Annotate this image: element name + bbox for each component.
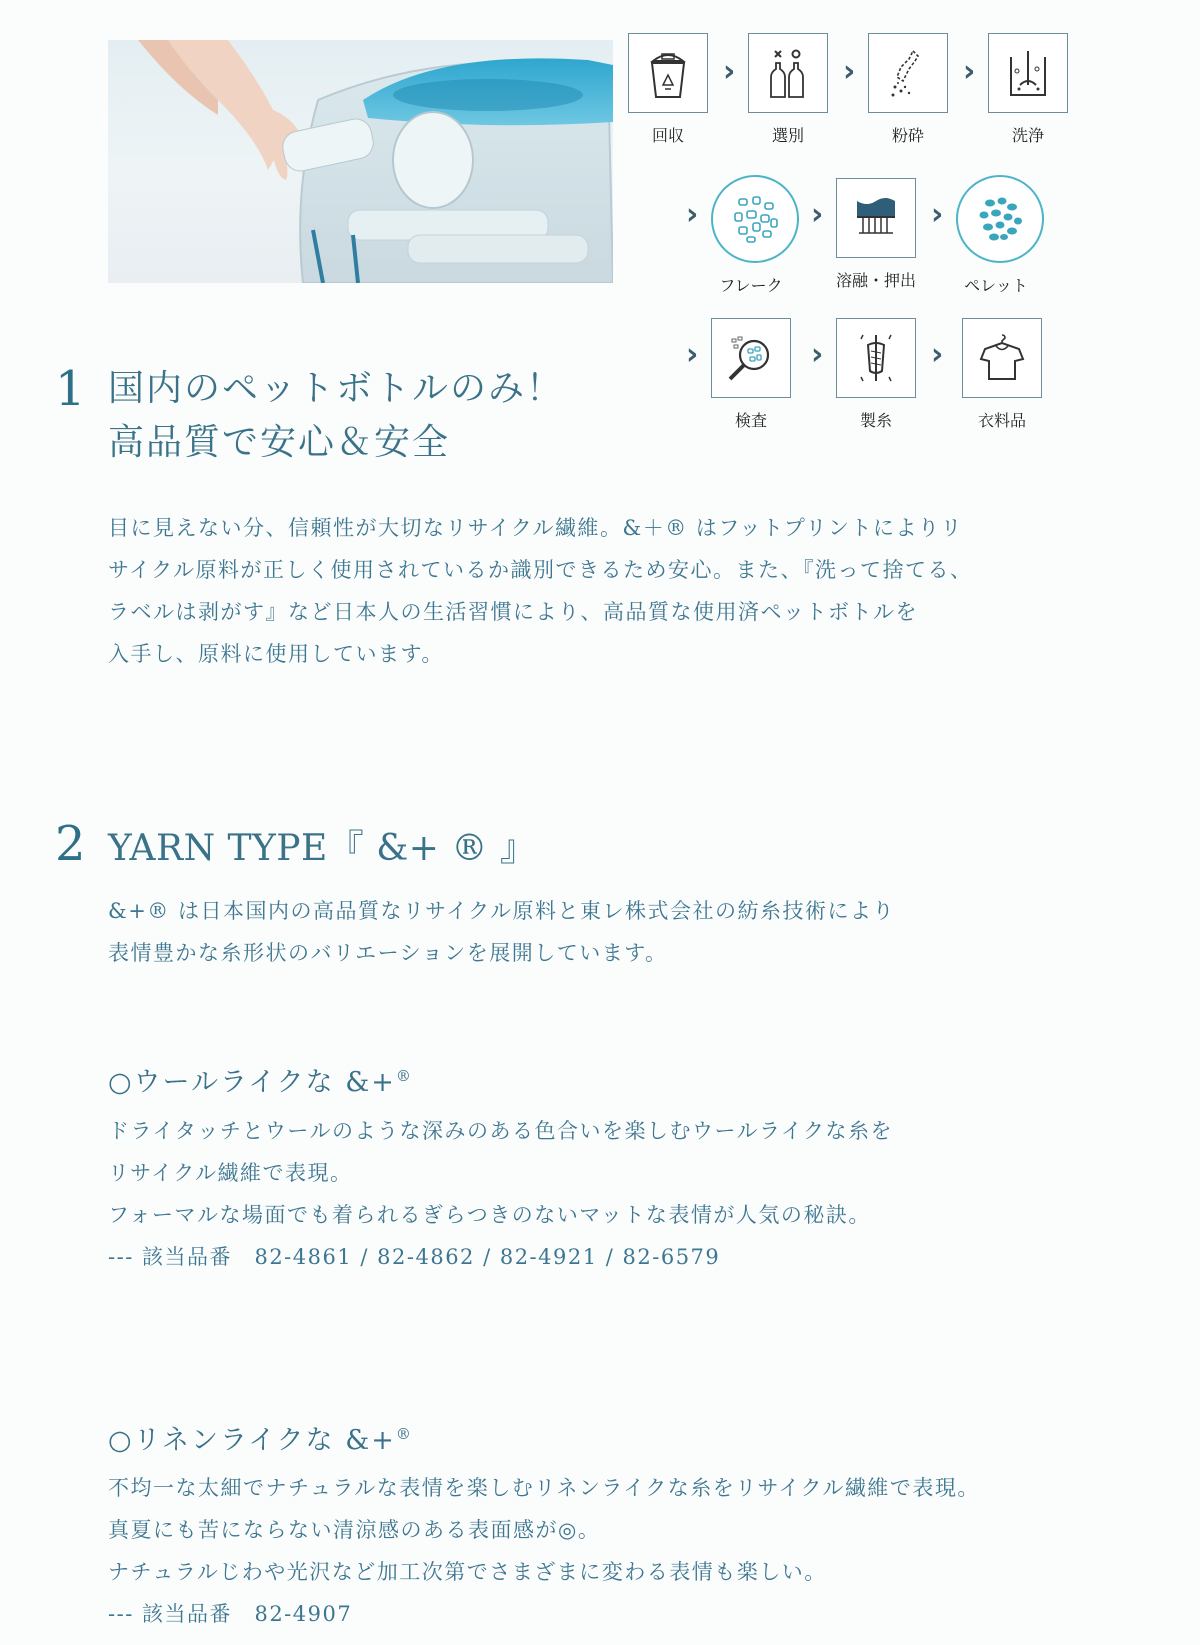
arrow-icon: › — [686, 337, 699, 372]
recycling-machine-illustration — [108, 40, 613, 283]
step-label: フレーク — [719, 276, 783, 295]
flake-icon — [711, 175, 799, 263]
wash-icon — [988, 33, 1068, 113]
step-label: 製糸 — [859, 411, 892, 430]
section-2-title: YARN TYPE『 &+ ® 』 — [108, 828, 537, 869]
section-2-intro: &+® は日本国内の高品質なリサイクル原料と東レ株式会社の紡糸技術により 表情豊かな糸形状のバリエーションを展開しています。 — [108, 899, 896, 965]
section-1-number: 1 — [55, 361, 86, 417]
step-recycle — [628, 33, 708, 146]
step-crush — [868, 33, 948, 146]
step-label: 衣料品 — [977, 411, 1026, 430]
inspection-icon — [711, 318, 791, 398]
step-label: 洗浄 — [1011, 126, 1044, 145]
step-label: 粉砕 — [891, 126, 924, 145]
step-label: ペレット — [964, 276, 1028, 295]
pellet-icon — [956, 175, 1044, 263]
recycle-bin-icon — [628, 33, 708, 113]
step-label: 回収 — [651, 126, 684, 145]
step-label: 検査 — [734, 411, 767, 430]
step-inspection — [711, 318, 791, 431]
step-pellet — [956, 175, 1036, 296]
step-wash — [988, 33, 1068, 146]
step-clothing — [962, 318, 1042, 431]
melt-extrude-icon — [836, 178, 916, 258]
arrow-icon: › — [811, 197, 824, 232]
linen-like-heading: ○リネンライクな &+® — [108, 1425, 413, 1456]
arrow-icon: › — [843, 54, 856, 89]
step-flake — [711, 175, 791, 296]
step-label: 溶融・押出 — [836, 271, 917, 290]
recycling-photo — [108, 40, 613, 283]
arrow-icon: › — [686, 197, 699, 232]
linen-like-body: 不均一な太細でナチュラルな表情を楽しむリネンライクな糸をリサイクル繊維で表現。 真夏にも苦にならない清涼感のある表面感が◎。 ナチュラルじわや光沢など加工次第でさまざまに変わる表情も楽しい。 --- 該当品番 82-4907 — [108, 1476, 980, 1626]
arrow-icon: › — [723, 54, 736, 89]
section-2-number: 2 — [55, 816, 86, 872]
step-label: 選別 — [771, 126, 804, 145]
tshirt-icon — [962, 318, 1042, 398]
arrow-icon: › — [931, 197, 944, 232]
section-1-body: 目に見えない分、信頼性が大切なリサイクル繊維。&＋® はフットプリントによりリ サイクル原料が正しく使用されているか識別できるため安心。また、『洗って捨てる、 ラベルは剥がす』など日本人の生活習慣により、高品質な使用済ペットボトルを 入手し、原料に使用しています。 — [108, 516, 973, 666]
crush-icon — [868, 33, 948, 113]
arrow-icon: › — [811, 337, 824, 372]
step-melt — [836, 178, 916, 291]
step-sort — [748, 33, 828, 146]
bottles-sort-icon — [748, 33, 828, 113]
section-1-title: 国内のペットボトルのみ！ 高品質で安心＆安全 — [108, 368, 565, 463]
spinning-icon — [836, 318, 916, 398]
step-spinning — [836, 318, 916, 431]
arrow-icon: › — [963, 54, 976, 89]
arrow-icon: › — [931, 337, 944, 372]
wool-like-heading: ○ウールライクな &+® — [108, 1067, 413, 1098]
wool-like-body: ドライタッチとウールのような深みのある色合いを楽しむウールライクな糸を リサイクル繊維で表現。 フォーマルな場面でも着られるぎらつきのないマットな表情が人気の秘訣。 --- 該当品番 82-4861 / 82-4862 / 82-4921 / 82-6579 — [108, 1119, 893, 1269]
